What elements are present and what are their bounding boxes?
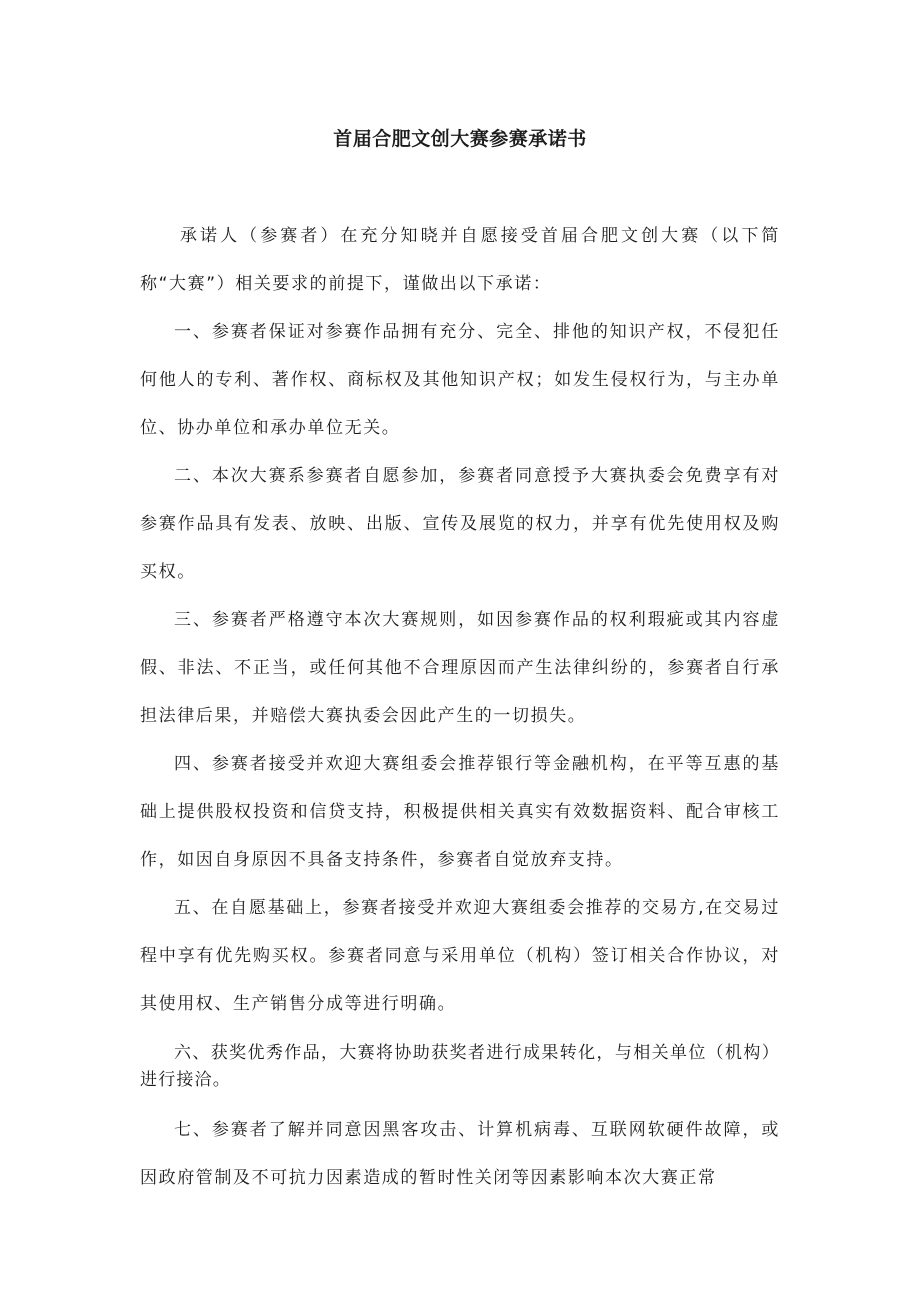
document-body xyxy=(140,212,780,1202)
paragraph-preamble: 承诺人（参赛者）在充分知晓并自愿接受首届合肥文创大赛（以下简称“大赛”）相关要求的前提下，谨做出以下承诺： xyxy=(140,226,780,294)
paragraph-clause-4: 四、参赛者接受并欢迎大赛组委会推荐银行等金融机构，在平等互惠的基础上提供股权投资和信贷支持，积极提供相关真实有效数据资料、配合审核工作，如因自身原因不具备支持条件，参赛者自觉放弃支持。 xyxy=(140,754,780,870)
paragraph-clause-6: 六、获奖优秀作品，大赛将协助获奖者进行成果转化，与相关单位（机构）进行接洽。 xyxy=(140,1043,780,1090)
paragraph-clause-3: 三、参赛者严格遵守本次大赛规则，如因参赛作品的权利瑕疵或其内容虚假、非法、不正当，或任何其他不合理原因而产生法律纠纷的，参赛者自行承担法律后果，并赔偿大赛执委会因此产生的一切损失。 xyxy=(140,610,780,726)
document-title: 首届合肥文创大赛参赛承诺书 xyxy=(333,128,587,150)
paragraph-clause-1: 一、参赛者保证对参赛作品拥有充分、完全、排他的知识产权，不侵犯任何他人的专利、著作权、商标权及其他知识产权；如发生侵权行为，与主办单位、协办单位和承办单位无关。 xyxy=(140,322,780,438)
paragraph-clause-7: 七、参赛者了解并同意因黑客攻击、计算机病毒、互联网软硬件故障，或因政府管制及不可抗力因素造成的暂时性关闭等因素影响本次大赛正常 xyxy=(140,1120,780,1188)
paragraph-clause-2: 二、本次大赛系参赛者自愿参加，参赛者同意授予大赛执委会免费享有对参赛作品具有发表、放映、出版、宣传及展览的权力，并享有优先使用权及购买权。 xyxy=(140,466,780,582)
paragraph-clause-5: 五、在自愿基础上，参赛者接受并欢迎大赛组委会推荐的交易方,在交易过程中享有优先购买权。参赛者同意与采用单位（机构）签订相关合作协议，对其使用权、生产销售分成等进行明确。 xyxy=(140,898,780,1014)
